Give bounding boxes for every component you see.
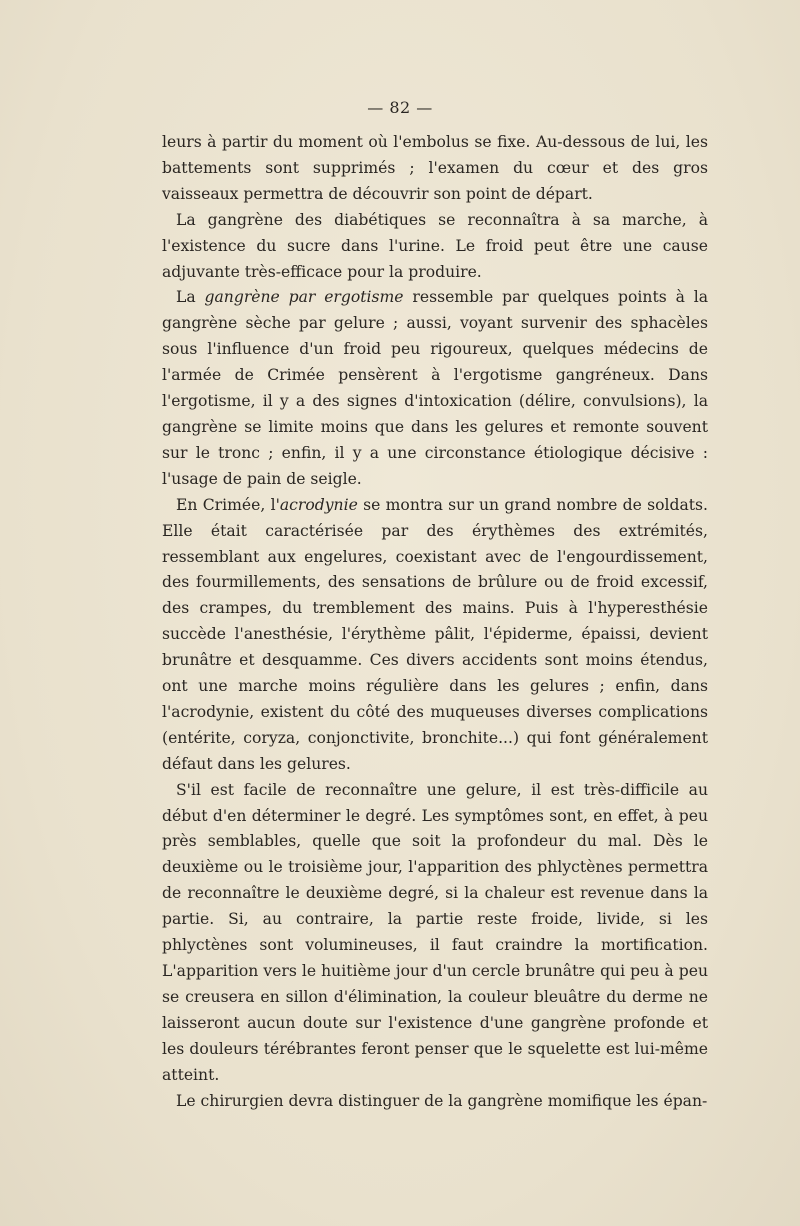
term-gangrene-par-ergotisme: gangrène par ergotisme bbox=[204, 288, 404, 307]
paragraph-2: La gangrène des diabétiques se reconnaîtra à sa marche, à l'existence du sucre dans l'urine. Le froid peut être une cause adjuvante très-efficace pour la produire. bbox=[162, 210, 708, 281]
page-number: — 82 — bbox=[367, 98, 433, 117]
paragraph-5: S'il est facile de reconnaître une gelure, il est très-difficile au début d'en déterminer le degré. Les symptômes sont, en effet, à peu près semblables, quelle que soit la profondeur du mal. Dès le deuxième ou le troisième jour, l'apparition des phlyctènes permettra de reconnaître le deuxième degré, si la chaleur est revenue dans la partie. Si, au contraire, la partie reste froide, livide, si les phlyctènes sont volumineuses, il faut craindre la mortification. L'apparition vers le huitième jour d'un cercle brunâtre qui peu à peu se creusera en sillon d'élimination, la couleur bleuâtre du derme ne laisseront aucun doute sur l'existence d'une gangrène profonde et les douleurs térébrantes feront penser que le squelette est lui-même atteint. bbox=[162, 780, 708, 1084]
paragraph-3 bbox=[162, 285, 708, 492]
paragraph-6: Le chirurgien devra distinguer de la gangrène momifique les épan- bbox=[176, 1091, 708, 1110]
body-text bbox=[162, 130, 708, 1114]
term-acrodynie: acrodynie bbox=[279, 495, 358, 514]
paragraph-1: leurs à partir du moment où l'embolus se fixe. Au-dessous de lui, les battements sont supprimés ; l'examen du cœur et des gros vaisseaux permettra de découvrir son point de départ. bbox=[162, 133, 708, 203]
paragraph-4-lead: En Crimée, l' bbox=[176, 495, 280, 514]
paragraph-4-body: se montra sur un grand nombre de soldats. Elle était caractérisée par des érythèmes des extrémités, ressemblant aux engelures, coexistant avec de l'engourdissement, des fourmillements, des sensations de brûlure ou de froid excessif, des crampes, du tremblement des mains. Puis à l'hyperesthésie succède l'anesthésie, l'érythème pâlit, l'épiderme, épaissi, devient brunâtre et desquamme. Ces divers accidents sont moins étendus, ont une marche moins régulière dans les gelures ; enfin, dans l'acrodynie, existent du côté des muqueuses diverses complications (entérite, coryza, conjonctivite, bronchite...) qui font généralement défaut dans les gelures. bbox=[162, 495, 708, 773]
paragraph-4 bbox=[162, 493, 708, 778]
paragraph-3-lead: La bbox=[176, 288, 205, 307]
paragraph-3-body: ressemble par quelques points à la gangrène sèche par gelure ; aussi, voyant survenir des sphacèles sous l'influence d'un froid peu rigoureux, quelques médecins de l'armée de Crimée pensèrent à l'ergotisme gangréneux. Dans l'ergotisme, il y a des signes d'intoxication (délire, convulsions), la gangrène se limite moins que dans les gelures et remonte souvent sur le tronc ; enfin, il y a une circonstance étiologique décisive : l'usage de pain de seigle. bbox=[162, 288, 709, 488]
